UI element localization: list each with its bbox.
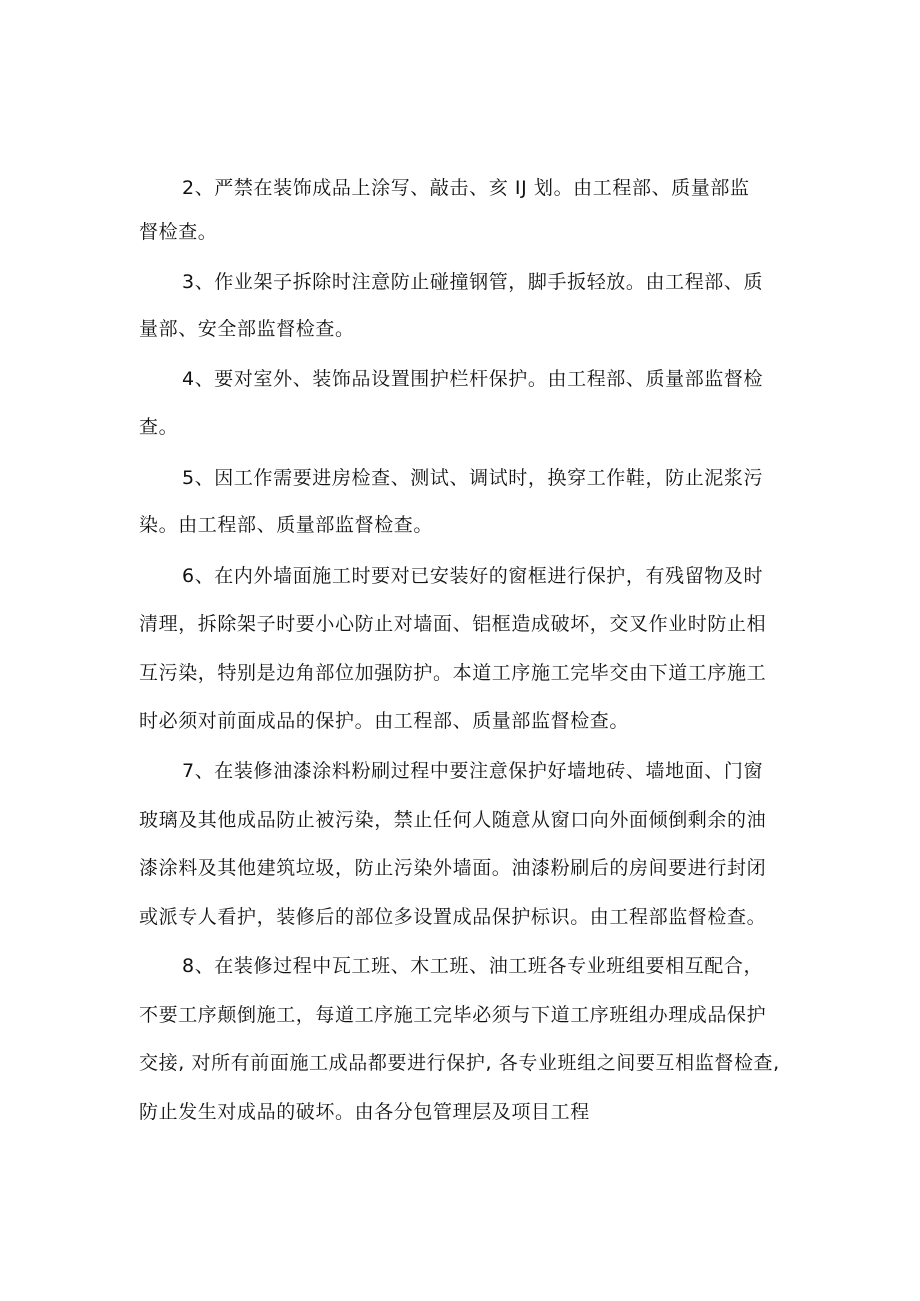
paragraph-3-line-1: 3、作业架子拆除时注意防止碰撞钢管，脚手扳轻放。由工程部、质 [182,271,764,293]
paragraph-7-line-4: 或派专人看护，装修后的部位多设置成品保护标识。由工程部监督检查。 [139,906,767,928]
paragraph-5-line-1: 5、因工作需要进房检查、测试、调试时，换穿工作鞋，防止泥浆污 [182,467,764,489]
paragraph-2-line-1: 2、严禁在装饰成品上涂写、敲击、亥 IJ 划。由工程部、质量部监 [182,177,750,199]
paragraph-6-line-1: 6、在内外墙面施工时要对已安装好的窗框进行保护，有残留物及时 [182,565,764,587]
paragraph-6-line-3: 互污染，特别是边角部位加强防护。本道工序施工完毕交由下道工序施工 [139,662,767,684]
paragraph-7-line-1: 7、在装修油漆涂料粉刷过程中要注意保护好墙地砖、墙地面、门窗 [182,760,764,782]
paragraph-7-line-2: 玻璃及其他成品防止被污染，禁止任何人随意从窗口向外面倾倒剩余的油 [139,809,767,831]
paragraph-3-line-2: 量部、安全部监督检查。 [139,318,355,340]
paragraph-8-line-1: 8、在装修过程中瓦工班、木工班、油工班各专业班组要相互配合， [182,955,764,977]
paragraph-5-line-2: 染。由工程部、质量部监督检查。 [139,514,434,536]
paragraph-8-line-2: 不要工序颠倒施工，每道工序施工完毕必须与下道工序班组办理成品保护 [139,1004,767,1026]
paragraph-4-line-1: 4、要对室外、装饰品设置围护栏杆保护。由工程部、质量部监督检 [182,368,764,390]
paragraph-6-line-2: 清理，拆除架子时要小心防止对墙面、铝框造成破坏，交叉作业时防止相 [139,613,767,635]
paragraph-7-line-3: 漆涂料及其他建筑垃圾，防止污染外墙面。油漆粉刷后的房间要进行封闭 [139,857,767,879]
paragraph-8-line-3: 交接, 对所有前面施工成品都要进行保护, 各专业班组之间要互相监督检查, [139,1052,780,1074]
paragraph-8-line-4: 防止发生对成品的破坏。由各分包管理层及项目工程 [139,1101,590,1123]
paragraph-6-line-4: 时必须对前面成品的保护。由工程部、质量部监督检查。 [139,710,630,732]
paragraph-2-line-2: 督检查。 [139,221,218,243]
paragraph-4-line-2: 查。 [139,416,179,438]
